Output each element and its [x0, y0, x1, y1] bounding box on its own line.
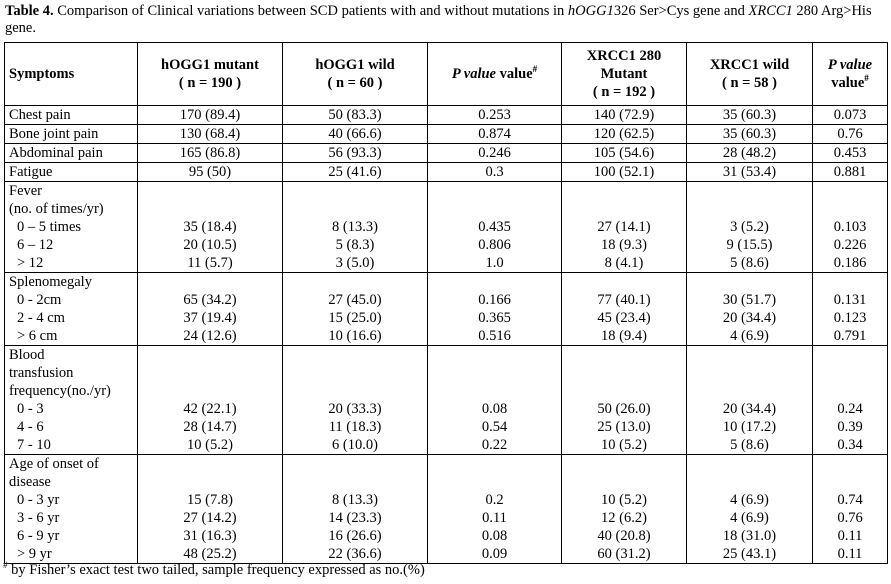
sub-row-label: 7 - 10 — [17, 437, 51, 453]
caption-gene-2: XRCC1 — [748, 3, 793, 19]
spacer — [287, 200, 423, 218]
sub-row-value: 40 (20.8) — [597, 528, 651, 544]
cell-xrcc-wild — [687, 346, 813, 455]
table-caption — [5, 3, 885, 37]
cell-xrcc-wild — [687, 273, 813, 346]
cell-hogg-wild: 40 (66.6) — [283, 125, 428, 144]
sub-row-value: 0.76 — [837, 510, 863, 526]
cell-p-value-1 — [428, 346, 562, 455]
sub-row-value: 77 (40.1) — [597, 292, 651, 308]
sub-row-value: 10 (5.2) — [601, 437, 647, 453]
table-row — [5, 144, 888, 163]
cell-p-value-1: 0.874 — [428, 125, 562, 144]
sub-row-value: 60 (31.2) — [597, 546, 651, 562]
spacer — [142, 382, 278, 400]
header-hogg-wild: hOGG1 wild ( n = 60 ) — [283, 43, 428, 106]
spacer — [817, 382, 883, 400]
sub-row-value: 0.09 — [481, 546, 508, 562]
spacer — [691, 273, 808, 291]
spacer — [142, 200, 278, 218]
header-xrcc-mutant: XRCC1 280 Mutant ( n = 192 ) — [562, 43, 687, 106]
comparison-table — [4, 42, 888, 564]
sub-row-label: 0 - 2cm — [17, 292, 62, 308]
spacer — [691, 473, 808, 491]
group-title-line: Blood — [9, 347, 45, 363]
sub-row-label: > 6 cm — [17, 328, 58, 344]
spacer — [691, 182, 808, 200]
sub-row-value: 10 (17.2) — [722, 419, 777, 435]
group-title-line: disease — [9, 474, 51, 490]
sub-row-value: 42 (22.1) — [183, 401, 237, 417]
cell-hogg-wild — [283, 273, 428, 346]
spacer — [566, 200, 682, 218]
table-label: Table 4. — [5, 3, 54, 19]
spacer — [566, 364, 682, 382]
sub-row-value: 0.365 — [478, 310, 511, 326]
table-footnote — [3, 562, 425, 579]
sub-row-value: 0.08 — [481, 401, 508, 417]
sub-row-value: 11 (5.7) — [187, 255, 233, 271]
sub-row-value: 0.791 — [833, 328, 867, 344]
cell-hogg-wild: 50 (83.3) — [283, 106, 428, 125]
spacer — [432, 473, 557, 491]
spacer — [142, 346, 278, 364]
sub-row-value: 5 (8.6) — [730, 255, 769, 271]
cell-p-value-1: 0.3 — [428, 163, 562, 182]
sub-row-value: 37 (19.4) — [183, 310, 237, 326]
cell-p-value-2 — [813, 346, 888, 455]
sub-row-value: 16 (26.6) — [328, 528, 382, 544]
sub-row-label: 0 - 3 — [17, 401, 44, 417]
cell-hogg-mutant: 95 (50) — [138, 163, 283, 182]
sub-row-value: 0.2 — [485, 492, 504, 508]
cell-xrcc-mutant: 105 (54.6) — [562, 144, 687, 163]
sub-row-value: 8 (4.1) — [604, 255, 644, 271]
group-title-line: Age of onset of — [9, 456, 99, 472]
sub-row-value: 0.131 — [833, 292, 867, 308]
cell-hogg-wild — [283, 455, 428, 564]
spacer — [691, 364, 808, 382]
group-title-line: (no. of times/yr) — [9, 201, 104, 217]
spacer — [432, 382, 557, 400]
cell-xrcc-mutant — [562, 346, 687, 455]
sub-row-value: 10 (5.2) — [187, 437, 233, 453]
spacer — [432, 182, 557, 200]
sub-row-value: 24 (12.6) — [183, 328, 237, 344]
sub-row-value: 0.435 — [478, 219, 511, 235]
sub-row-value: 0.54 — [481, 419, 508, 435]
spacer — [566, 346, 682, 364]
cell-xrcc-mutant: 140 (72.9) — [562, 106, 687, 125]
sub-row-label: 4 - 6 — [17, 419, 44, 435]
group-title-line: Splenomegaly — [9, 274, 92, 290]
sub-row-value: 0.11 — [482, 510, 507, 526]
sub-row-value: 4 (6.9) — [730, 492, 769, 508]
cell-xrcc-wild — [687, 182, 813, 273]
cell-p-value-1: 0.253 — [428, 106, 562, 125]
sub-row-value: 22 (36.6) — [328, 546, 382, 562]
sub-row-value: 20 (34.4) — [722, 401, 777, 417]
cell-p-value-2: 0.881 — [813, 163, 888, 182]
spacer — [432, 200, 557, 218]
sub-row-value: 3 (5.2) — [730, 219, 769, 235]
sub-row-value: 20 (10.5) — [183, 237, 237, 253]
sub-row-value: 5 (8.6) — [730, 437, 769, 453]
sub-row-value: 18 (9.3) — [601, 237, 647, 253]
sub-row-value: 0.34 — [837, 437, 863, 453]
cell-xrcc-mutant — [562, 273, 687, 346]
spacer — [287, 364, 423, 382]
sub-row-value: 0.806 — [478, 237, 511, 253]
sub-row-value: 28 (14.7) — [183, 419, 237, 435]
sub-row-value: 18 (9.4) — [601, 328, 647, 344]
cell-p-value-1: 0.246 — [428, 144, 562, 163]
sub-row-value: 8 (13.3) — [332, 219, 378, 235]
spacer — [817, 346, 883, 364]
table-group-row — [5, 455, 888, 564]
sub-row-value: 6 (10.0) — [332, 437, 378, 453]
spacer — [566, 382, 682, 400]
header-hogg-mutant: hOGG1 mutant ( n = 190 ) — [138, 43, 283, 106]
header-row — [5, 43, 888, 106]
sub-row-value: 10 (16.6) — [328, 328, 382, 344]
sub-row-value: 27 (14.1) — [597, 219, 651, 235]
cell-hogg-mutant — [138, 273, 283, 346]
sub-row-value: 25 (43.1) — [722, 546, 777, 562]
spacer — [287, 273, 423, 291]
cell-xrcc-wild: 31 (53.4) — [687, 163, 813, 182]
spacer — [142, 473, 278, 491]
spacer — [817, 182, 883, 200]
sub-row-label: 6 – 12 — [17, 237, 54, 253]
sub-row-label: > 9 yr — [17, 546, 52, 562]
sub-row-value: 10 (5.2) — [601, 492, 647, 508]
cell-hogg-mutant: 130 (68.4) — [138, 125, 283, 144]
spacer — [817, 473, 883, 491]
sub-row-value: 3 (5.0) — [335, 255, 375, 271]
spacer — [817, 455, 883, 473]
sub-row-value: 15 (25.0) — [328, 310, 382, 326]
row-label: Abdominal pain — [5, 144, 138, 163]
cell-hogg-wild — [283, 346, 428, 455]
spacer — [691, 346, 808, 364]
spacer — [566, 273, 682, 291]
sub-row-value: 27 (45.0) — [328, 292, 382, 308]
sub-row-value: 48 (25.2) — [183, 546, 237, 562]
sub-row-label: 3 - 6 yr — [17, 510, 60, 526]
sub-row-value: 5 (8.3) — [335, 237, 375, 253]
group-label-cell — [5, 273, 138, 346]
cell-hogg-mutant — [138, 455, 283, 564]
sub-row-label: 2 - 4 cm — [17, 310, 65, 326]
sub-row-value: 9 (15.5) — [726, 237, 773, 253]
sub-row-value: 8 (13.3) — [332, 492, 378, 508]
spacer — [432, 346, 557, 364]
cell-xrcc-mutant — [562, 455, 687, 564]
sub-row-value: 0.11 — [837, 546, 863, 562]
group-title-line: frequency(no./yr) — [9, 383, 111, 399]
cell-xrcc-mutant — [562, 182, 687, 273]
caption-gene-1: hOGG1 — [567, 3, 614, 19]
group-label-cell — [5, 455, 138, 564]
spacer — [287, 182, 423, 200]
caption-text-2: 326 Ser>Cys gene and — [613, 3, 749, 19]
cell-xrcc-wild: 28 (48.2) — [687, 144, 813, 163]
sub-row-value: 20 (33.3) — [328, 401, 382, 417]
sub-row-value: 0.166 — [478, 292, 511, 308]
sub-row-value: 4 (6.9) — [730, 510, 769, 526]
sub-row-value: 25 (13.0) — [597, 419, 651, 435]
sub-row-value: 27 (14.2) — [183, 510, 237, 526]
spacer — [432, 273, 557, 291]
spacer — [432, 364, 557, 382]
cell-hogg-mutant — [138, 182, 283, 273]
cell-p-value-1 — [428, 182, 562, 273]
sub-row-value: 30 (51.7) — [722, 292, 777, 308]
sub-row-value: 65 (34.2) — [183, 292, 237, 308]
spacer — [142, 455, 278, 473]
spacer — [817, 200, 883, 218]
cell-p-value-2 — [813, 455, 888, 564]
sub-row-value: 0.39 — [837, 419, 863, 435]
sub-row-value: 0.123 — [833, 310, 867, 326]
table-group-row — [5, 182, 888, 273]
spacer — [287, 382, 423, 400]
header-p-value-1: P value value# — [428, 43, 562, 106]
header-p-value-2: P value value# — [813, 43, 888, 106]
sub-row-value: 50 (26.0) — [597, 401, 651, 417]
group-title-line: Fever — [9, 183, 43, 199]
table-row — [5, 125, 888, 144]
spacer — [691, 382, 808, 400]
sub-row-value: 12 (6.2) — [601, 510, 647, 526]
sub-row-value: 31 (16.3) — [183, 528, 237, 544]
spacer — [817, 364, 883, 382]
sub-row-value: 1.0 — [485, 255, 504, 271]
spacer — [287, 346, 423, 364]
cell-hogg-wild: 56 (93.3) — [283, 144, 428, 163]
cell-p-value-1 — [428, 273, 562, 346]
spacer — [566, 182, 682, 200]
group-label-cell — [5, 346, 138, 455]
sub-row-value: 0.226 — [833, 237, 867, 253]
sub-row-value: 35 (18.4) — [183, 219, 237, 235]
cell-hogg-mutant: 165 (86.8) — [138, 144, 283, 163]
cell-hogg-wild — [283, 182, 428, 273]
cell-p-value-2: 0.073 — [813, 106, 888, 125]
table-row — [5, 163, 888, 182]
header-symptoms: Symptoms — [5, 43, 138, 106]
sub-row-value: 0.74 — [837, 492, 863, 508]
spacer — [142, 273, 278, 291]
sub-row-value: 0.186 — [833, 255, 867, 271]
caption-text-1: Comparison of Clinical variations between SCD patients with and without mutations in — [53, 3, 568, 19]
table-group-row — [5, 273, 888, 346]
sub-row-value: 45 (23.4) — [597, 310, 651, 326]
row-label: Fatigue — [5, 163, 138, 182]
sub-row-label: 6 - 9 yr — [17, 528, 60, 544]
group-title-line: transfusion — [9, 365, 74, 381]
spacer — [566, 455, 682, 473]
spacer — [287, 455, 423, 473]
spacer — [817, 273, 883, 291]
caption-text-3: 280 Arg>His gene. — [5, 3, 872, 36]
header-xrcc-wild: XRCC1 wild ( n = 58 ) — [687, 43, 813, 106]
group-label-cell — [5, 182, 138, 273]
spacer — [432, 455, 557, 473]
sub-row-value: 20 (34.4) — [722, 310, 777, 326]
spacer — [142, 182, 278, 200]
table-row — [5, 106, 888, 125]
sub-row-value: 14 (23.3) — [328, 510, 382, 526]
sub-row-value: 0.103 — [833, 219, 867, 235]
sub-row-value: 18 (31.0) — [722, 528, 777, 544]
row-label: Bone joint pain — [5, 125, 138, 144]
cell-hogg-wild: 25 (41.6) — [283, 163, 428, 182]
cell-xrcc-mutant: 100 (52.1) — [562, 163, 687, 182]
spacer — [691, 455, 808, 473]
cell-xrcc-wild: 35 (60.3) — [687, 125, 813, 144]
cell-p-value-2 — [813, 273, 888, 346]
spacer — [142, 364, 278, 382]
sub-row-value: 11 (18.3) — [328, 419, 382, 435]
cell-xrcc-wild: 35 (60.3) — [687, 106, 813, 125]
sub-row-value: 4 (6.9) — [730, 328, 769, 344]
sub-row-value: 0.22 — [481, 437, 508, 453]
cell-hogg-mutant — [138, 346, 283, 455]
sub-row-label: 0 - 3 yr — [17, 492, 60, 508]
cell-xrcc-wild — [687, 455, 813, 564]
cell-p-value-2 — [813, 182, 888, 273]
sub-row-label: 0 – 5 times — [17, 219, 82, 235]
spacer — [691, 200, 808, 218]
sub-row-value: 0.24 — [837, 401, 863, 417]
cell-p-value-2: 0.453 — [813, 144, 888, 163]
sub-row-value: 15 (7.8) — [187, 492, 233, 508]
footnote-mark: # — [3, 560, 8, 571]
cell-p-value-1 — [428, 455, 562, 564]
cell-xrcc-mutant: 120 (62.5) — [562, 125, 687, 144]
table-group-row — [5, 346, 888, 455]
sub-row-value: 0.11 — [837, 528, 863, 544]
sub-row-label: > 12 — [17, 255, 44, 271]
row-label: Chest pain — [5, 106, 138, 125]
spacer — [566, 473, 682, 491]
footnote-text: by Fisher’s exact test two tailed, sample frequency expressed as no.(%) — [7, 562, 425, 578]
sub-row-value: 0.516 — [478, 328, 511, 344]
cell-p-value-2: 0.76 — [813, 125, 888, 144]
cell-hogg-mutant: 170 (89.4) — [138, 106, 283, 125]
spacer — [287, 473, 423, 491]
sub-row-value: 0.08 — [481, 528, 508, 544]
